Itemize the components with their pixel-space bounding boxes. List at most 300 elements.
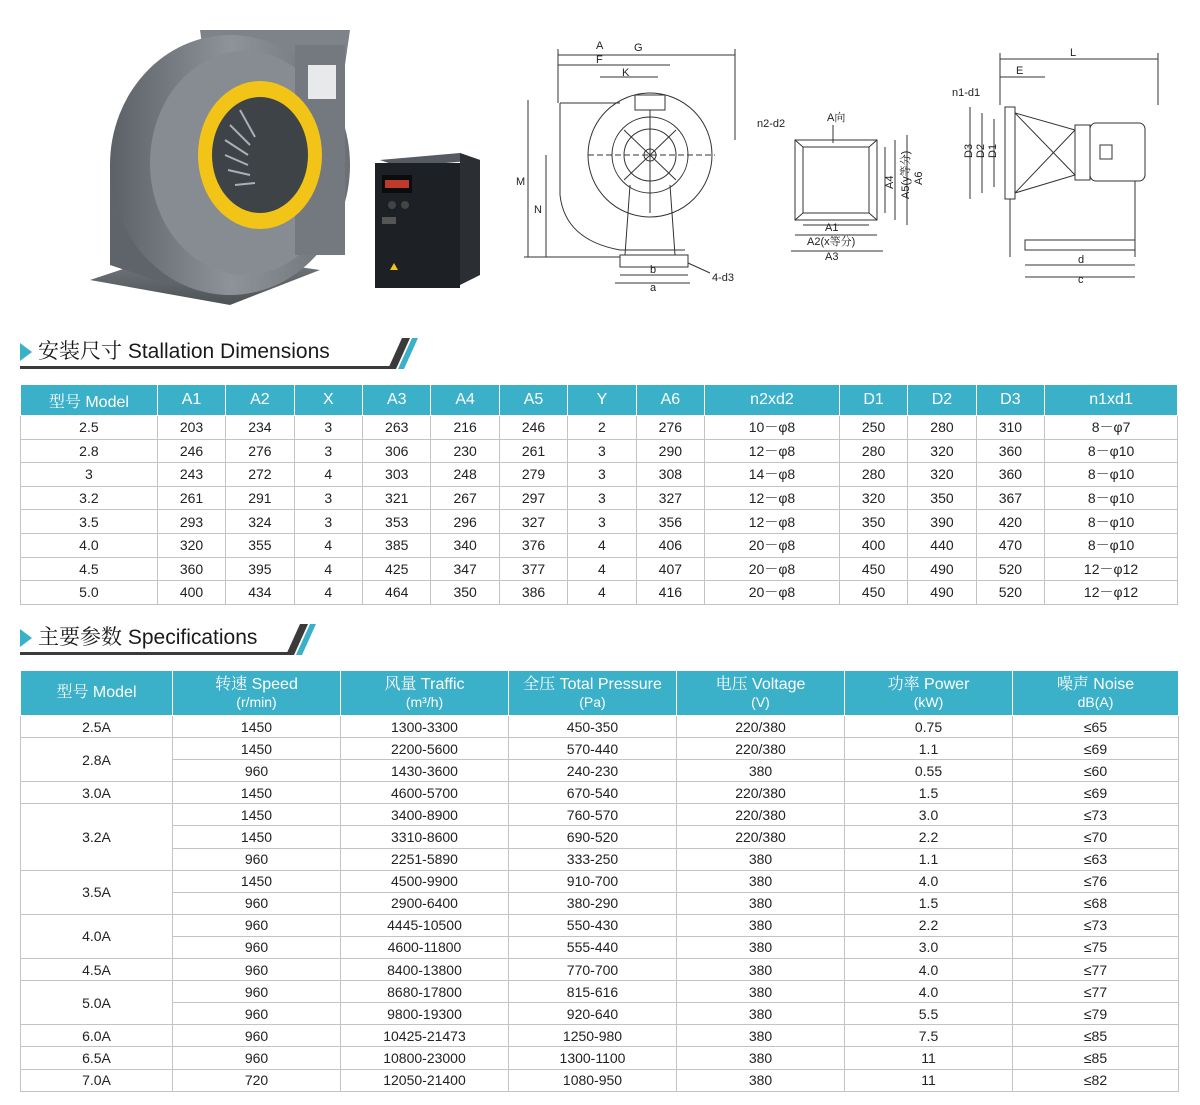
table-cell: 360 (976, 463, 1044, 487)
table-cell: 248 (431, 463, 499, 487)
table-cell: 960 (173, 936, 341, 958)
table-cell: 8－φ10 (1045, 486, 1178, 510)
table-cell: ≤65 (1013, 716, 1179, 738)
table-cell: 520 (976, 557, 1044, 581)
table-cell: ≤82 (1013, 1069, 1179, 1091)
table-cell: 355 (226, 533, 294, 557)
model-cell: 2.5A (21, 716, 173, 738)
table-cell: 2900-6400 (341, 892, 509, 914)
table-cell: 3.5 (21, 510, 158, 534)
column-header: D1 (839, 385, 907, 416)
table-cell: 4.0 (21, 533, 158, 557)
table-cell: 308 (636, 463, 704, 487)
table-cell: 347 (431, 557, 499, 581)
label-direction-a: A向 (827, 112, 846, 124)
table-cell: 4 (568, 581, 636, 605)
column-header-main: 风量 Traffic (384, 676, 465, 693)
table-cell: ≤70 (1013, 826, 1179, 848)
table-cell: 815-616 (509, 981, 677, 1003)
table-cell: 440 (908, 533, 976, 557)
dim-A3: A3 (825, 251, 839, 263)
table-cell: 3.2 (21, 486, 158, 510)
table-cell: 3 (568, 510, 636, 534)
column-header (509, 671, 677, 716)
table-cell: 3 (568, 463, 636, 487)
table-cell: 406 (636, 533, 704, 557)
inverter-photo (370, 145, 485, 295)
table-cell: 220/380 (677, 782, 845, 804)
table-cell: 2251-5890 (341, 848, 509, 870)
table-cell: ≤69 (1013, 782, 1179, 804)
table-cell: ≤60 (1013, 760, 1179, 782)
column-header: A1 (157, 385, 225, 416)
specs-header-row (21, 671, 1179, 716)
model-cell: 6.5A (21, 1047, 173, 1069)
column-header-unit: (V) (751, 694, 770, 710)
table-cell: 324 (226, 510, 294, 534)
model-cell: 4.5A (21, 959, 173, 981)
table-cell: 14－φ8 (705, 463, 840, 487)
column-header-main: 型号 Model (56, 684, 137, 701)
table-cell: 310 (976, 416, 1044, 440)
table-cell: 670-540 (509, 782, 677, 804)
dim-A: A (596, 40, 604, 52)
table-cell: 327 (499, 510, 567, 534)
table-row (21, 439, 1178, 463)
table-cell: 380 (677, 892, 845, 914)
table-cell: 306 (363, 439, 431, 463)
title-underline (20, 366, 390, 369)
table-row (21, 760, 1179, 782)
table-cell: 2.2 (845, 826, 1013, 848)
table-row (21, 914, 1179, 936)
table-cell: 350 (908, 486, 976, 510)
table-row (21, 716, 1179, 738)
dim-G: G (634, 42, 643, 54)
table-cell: 960 (173, 1047, 341, 1069)
table-cell: 10800-23000 (341, 1047, 509, 1069)
table-cell: 434 (226, 581, 294, 605)
table-cell: 920-640 (509, 1003, 677, 1025)
table-cell: 230 (431, 439, 499, 463)
dim-L: L (1070, 47, 1077, 59)
table-cell: 3 (568, 486, 636, 510)
table-cell: 3400-8900 (341, 804, 509, 826)
table-cell: 376 (499, 533, 567, 557)
table-cell: 450 (839, 581, 907, 605)
dim-M: M (516, 176, 526, 188)
table-cell: 720 (173, 1069, 341, 1091)
table-cell: 960 (173, 1025, 341, 1047)
table-cell: 520 (976, 581, 1044, 605)
table-cell: 570-440 (509, 738, 677, 760)
table-cell: 4.0 (845, 981, 1013, 1003)
table-cell: 3 (294, 416, 362, 440)
table-cell: 5.0 (21, 581, 158, 605)
table-cell: ≤77 (1013, 959, 1179, 981)
table-cell: 385 (363, 533, 431, 557)
table-cell: ≤68 (1013, 892, 1179, 914)
dim-c: c (1078, 274, 1084, 286)
table-cell: 690-520 (509, 826, 677, 848)
dimensions-header-row (21, 385, 1178, 416)
column-header: Y (568, 385, 636, 416)
table-cell: 12－φ12 (1045, 557, 1178, 581)
model-cell: 2.8A (21, 738, 173, 782)
table-cell: 4 (294, 581, 362, 605)
table-cell: 377 (499, 557, 567, 581)
table-cell: 4 (568, 557, 636, 581)
table-row (21, 533, 1178, 557)
table-cell: 407 (636, 557, 704, 581)
table-cell: 4600-5700 (341, 782, 509, 804)
table-cell: 280 (839, 439, 907, 463)
table-cell: 321 (363, 486, 431, 510)
column-header: 型号 Model (21, 385, 158, 416)
table-cell: 20－φ8 (705, 533, 840, 557)
table-cell: 2200-5600 (341, 738, 509, 760)
model-cell: 3.0A (21, 782, 173, 804)
table-cell: 2.5 (21, 416, 158, 440)
model-cell: 5.0A (21, 981, 173, 1025)
table-cell: 4.0 (845, 870, 1013, 892)
table-cell: 12－φ8 (705, 486, 840, 510)
dim-K: K (622, 67, 630, 79)
table-cell: 220/380 (677, 716, 845, 738)
table-cell: 380 (677, 936, 845, 958)
table-cell: 333-250 (509, 848, 677, 870)
table-cell: 9800-19300 (341, 1003, 509, 1025)
table-cell: 3.0 (845, 936, 1013, 958)
table-cell: 1.5 (845, 782, 1013, 804)
table-cell: 386 (499, 581, 567, 605)
table-cell: 250 (839, 416, 907, 440)
figure-area (0, 0, 1200, 320)
column-header (845, 671, 1013, 716)
table-cell: 246 (157, 439, 225, 463)
column-header (677, 671, 845, 716)
slash-accent-icon (286, 624, 316, 655)
table-cell: 450-350 (509, 716, 677, 738)
table-cell: 340 (431, 533, 499, 557)
table-row (21, 981, 1179, 1003)
dim-a: a (650, 282, 657, 294)
table-row (21, 848, 1179, 870)
table-cell: 12－φ8 (705, 510, 840, 534)
table-cell: 910-700 (509, 870, 677, 892)
table-cell: 276 (636, 416, 704, 440)
table-cell: 550-430 (509, 914, 677, 936)
table-cell: 8400-13800 (341, 959, 509, 981)
dim-D3: D3 (963, 143, 975, 158)
table-row (21, 870, 1179, 892)
table-cell: 297 (499, 486, 567, 510)
table-cell: ≤73 (1013, 914, 1179, 936)
table-cell: 400 (157, 581, 225, 605)
table-cell: 416 (636, 581, 704, 605)
table-cell: 5.5 (845, 1003, 1013, 1025)
table-cell: 320 (839, 486, 907, 510)
table-cell: 960 (173, 848, 341, 870)
table-cell: 3 (294, 510, 362, 534)
table-cell: 0.55 (845, 760, 1013, 782)
table-cell: 8－φ10 (1045, 510, 1178, 534)
table-cell: 490 (908, 557, 976, 581)
table-cell: 320 (157, 533, 225, 557)
column-header (21, 671, 173, 716)
table-cell: 12050-21400 (341, 1069, 509, 1091)
table-cell: 3 (21, 463, 158, 487)
table-cell: 1450 (173, 870, 341, 892)
table-cell: 10－φ8 (705, 416, 840, 440)
column-header-main: 噪声 Noise (1056, 676, 1135, 693)
table-cell: 360 (976, 439, 1044, 463)
table-row (21, 826, 1179, 848)
table-cell: 3 (294, 486, 362, 510)
table-cell: 400 (839, 533, 907, 557)
table-cell: 320 (908, 439, 976, 463)
table-cell: ≤79 (1013, 1003, 1179, 1025)
column-header: A6 (636, 385, 704, 416)
table-cell: 1.5 (845, 892, 1013, 914)
column-header: D3 (976, 385, 1044, 416)
table-cell: 1250-980 (509, 1025, 677, 1047)
table-row (21, 738, 1179, 760)
table-cell: 380 (677, 760, 845, 782)
table-cell: 220/380 (677, 826, 845, 848)
table-cell: 276 (226, 439, 294, 463)
table-cell: 1300-1100 (509, 1047, 677, 1069)
table-cell: 243 (157, 463, 225, 487)
table-cell: 390 (908, 510, 976, 534)
dim-A1: A1 (825, 222, 839, 234)
table-row (21, 782, 1179, 804)
column-header: A4 (431, 385, 499, 416)
table-cell: 1.1 (845, 738, 1013, 760)
table-row (21, 486, 1178, 510)
table-cell: 4 (568, 533, 636, 557)
column-header: X (294, 385, 362, 416)
table-cell: 367 (976, 486, 1044, 510)
table-cell: 261 (157, 486, 225, 510)
table-cell: 380 (677, 1047, 845, 1069)
table-cell: 353 (363, 510, 431, 534)
table-cell: 450 (839, 557, 907, 581)
table-row (21, 557, 1178, 581)
dim-N: N (534, 204, 542, 216)
dim-d: d (1078, 254, 1085, 266)
label-n1-d1: n1-d1 (952, 87, 981, 99)
table-cell: ≤76 (1013, 870, 1179, 892)
table-cell: 320 (908, 463, 976, 487)
table-row (21, 1047, 1179, 1069)
table-row (21, 463, 1178, 487)
dim-A2: A2(x等分) (807, 236, 856, 248)
table-cell: 360 (157, 557, 225, 581)
chevron-right-icon (20, 629, 32, 647)
dim-b: b (650, 264, 657, 276)
table-cell: 380 (677, 870, 845, 892)
table-cell: 20－φ8 (705, 581, 840, 605)
table-row (21, 892, 1179, 914)
model-cell: 6.0A (21, 1025, 173, 1047)
chevron-right-icon (20, 343, 32, 361)
dim-A6: A6 (913, 171, 925, 185)
column-header-main: 功率 Power (887, 676, 970, 693)
table-cell: 470 (976, 533, 1044, 557)
table-row (21, 1003, 1179, 1025)
table-cell: 303 (363, 463, 431, 487)
model-cell: 7.0A (21, 1069, 173, 1091)
table-cell: 8－φ10 (1045, 439, 1178, 463)
table-cell: 3310-8600 (341, 826, 509, 848)
label-n2-d2: n2-d2 (757, 118, 786, 130)
table-cell: 4 (294, 557, 362, 581)
outlet-view-drawing (755, 105, 930, 270)
table-cell: 291 (226, 486, 294, 510)
table-cell: 327 (636, 486, 704, 510)
column-header-main: 电压 Voltage (715, 676, 806, 693)
dim-A5: A5(y等分) (900, 150, 912, 199)
table-row (21, 510, 1178, 534)
table-cell: 11 (845, 1069, 1013, 1091)
table-cell: 960 (173, 892, 341, 914)
column-header: A3 (363, 385, 431, 416)
table-cell: 960 (173, 914, 341, 936)
table-cell: 8680-17800 (341, 981, 509, 1003)
table-cell: 279 (499, 463, 567, 487)
table-cell: 2.2 (845, 914, 1013, 936)
table-cell: 280 (839, 463, 907, 487)
table-cell: 464 (363, 581, 431, 605)
model-cell: 3.2A (21, 804, 173, 870)
dim-A4: A4 (884, 175, 896, 189)
table-cell: 2.8 (21, 439, 158, 463)
dim-D1: D1 (987, 143, 999, 158)
title-underline (20, 652, 288, 655)
table-cell: 12－φ12 (1045, 581, 1178, 605)
table-cell: ≤85 (1013, 1047, 1179, 1069)
table-cell: 960 (173, 760, 341, 782)
table-cell: 380 (677, 981, 845, 1003)
table-cell: 11 (845, 1047, 1013, 1069)
side-view-drawing (510, 35, 750, 295)
table-cell: 350 (431, 581, 499, 605)
column-header (173, 671, 341, 716)
front-view-drawing (950, 45, 1165, 295)
table-cell: 234 (226, 416, 294, 440)
table-cell: ≤73 (1013, 804, 1179, 826)
table-cell: 3.0 (845, 804, 1013, 826)
table-cell: 220/380 (677, 738, 845, 760)
table-cell: 1430-3600 (341, 760, 509, 782)
table-cell: 4500-9900 (341, 870, 509, 892)
table-cell: 1450 (173, 804, 341, 826)
dimensions-table (20, 384, 1178, 605)
table-cell: 380 (677, 1069, 845, 1091)
slash-accent-icon (388, 338, 418, 369)
dimensions-title-text: 安装尺寸 Stallation Dimensions (38, 340, 330, 363)
table-cell: 380 (677, 914, 845, 936)
table-cell: 293 (157, 510, 225, 534)
table-cell: 4445-10500 (341, 914, 509, 936)
column-header-unit: (m³/h) (405, 694, 444, 710)
table-cell: 3 (294, 439, 362, 463)
table-cell: ≤69 (1013, 738, 1179, 760)
table-cell: 8－φ10 (1045, 463, 1178, 487)
table-row (21, 936, 1179, 958)
column-header-main: 转速 Speed (215, 676, 298, 693)
table-cell: 267 (431, 486, 499, 510)
table-cell: 380 (677, 959, 845, 981)
table-cell: 8－φ7 (1045, 416, 1178, 440)
table-cell: 272 (226, 463, 294, 487)
table-row (21, 959, 1179, 981)
specifications-table (20, 670, 1179, 1092)
dim-E: E (1016, 65, 1024, 77)
table-cell: 555-440 (509, 936, 677, 958)
column-header-main: 全压 Total Pressure (523, 676, 662, 693)
table-cell: 1450 (173, 782, 341, 804)
column-header: D2 (908, 385, 976, 416)
table-cell: 4 (294, 463, 362, 487)
table-cell: 1450 (173, 716, 341, 738)
table-cell: 760-570 (509, 804, 677, 826)
table-cell: 280 (908, 416, 976, 440)
specs-title-text: 主要参数 Specifications (38, 626, 258, 649)
table-cell: ≤77 (1013, 981, 1179, 1003)
column-header: A5 (499, 385, 567, 416)
column-header-unit: (r/min) (236, 694, 277, 710)
column-header-unit: dB(A) (1077, 694, 1114, 710)
table-cell: 380 (677, 1003, 845, 1025)
table-cell: 1300-3300 (341, 716, 509, 738)
table-cell: 960 (173, 1003, 341, 1025)
table-cell: 263 (363, 416, 431, 440)
table-cell: 240-230 (509, 760, 677, 782)
table-cell: 420 (976, 510, 1044, 534)
table-cell: 380 (677, 848, 845, 870)
table-cell: 0.75 (845, 716, 1013, 738)
table-cell: 290 (636, 439, 704, 463)
table-cell: 770-700 (509, 959, 677, 981)
column-header-unit: (kW) (913, 694, 944, 710)
table-cell: 4.5 (21, 557, 158, 581)
table-row (21, 416, 1178, 440)
table-cell: 490 (908, 581, 976, 605)
table-cell: 1.1 (845, 848, 1013, 870)
table-row (21, 1069, 1179, 1091)
table-cell: 10425-21473 (341, 1025, 509, 1047)
table-cell: 2 (568, 416, 636, 440)
table-cell: 356 (636, 510, 704, 534)
column-header: A2 (226, 385, 294, 416)
table-cell: 380-290 (509, 892, 677, 914)
model-cell: 3.5A (21, 870, 173, 914)
table-cell: 1450 (173, 738, 341, 760)
table-cell: 216 (431, 416, 499, 440)
table-cell: 395 (226, 557, 294, 581)
dim-d3: 4-d3 (712, 272, 735, 284)
table-cell: 3 (568, 439, 636, 463)
table-cell: 380 (677, 1025, 845, 1047)
table-cell: 1080-950 (509, 1069, 677, 1091)
column-header: n1xd1 (1045, 385, 1178, 416)
table-cell: 960 (173, 959, 341, 981)
table-cell: 261 (499, 439, 567, 463)
table-cell: 4 (294, 533, 362, 557)
table-row (21, 1025, 1179, 1047)
